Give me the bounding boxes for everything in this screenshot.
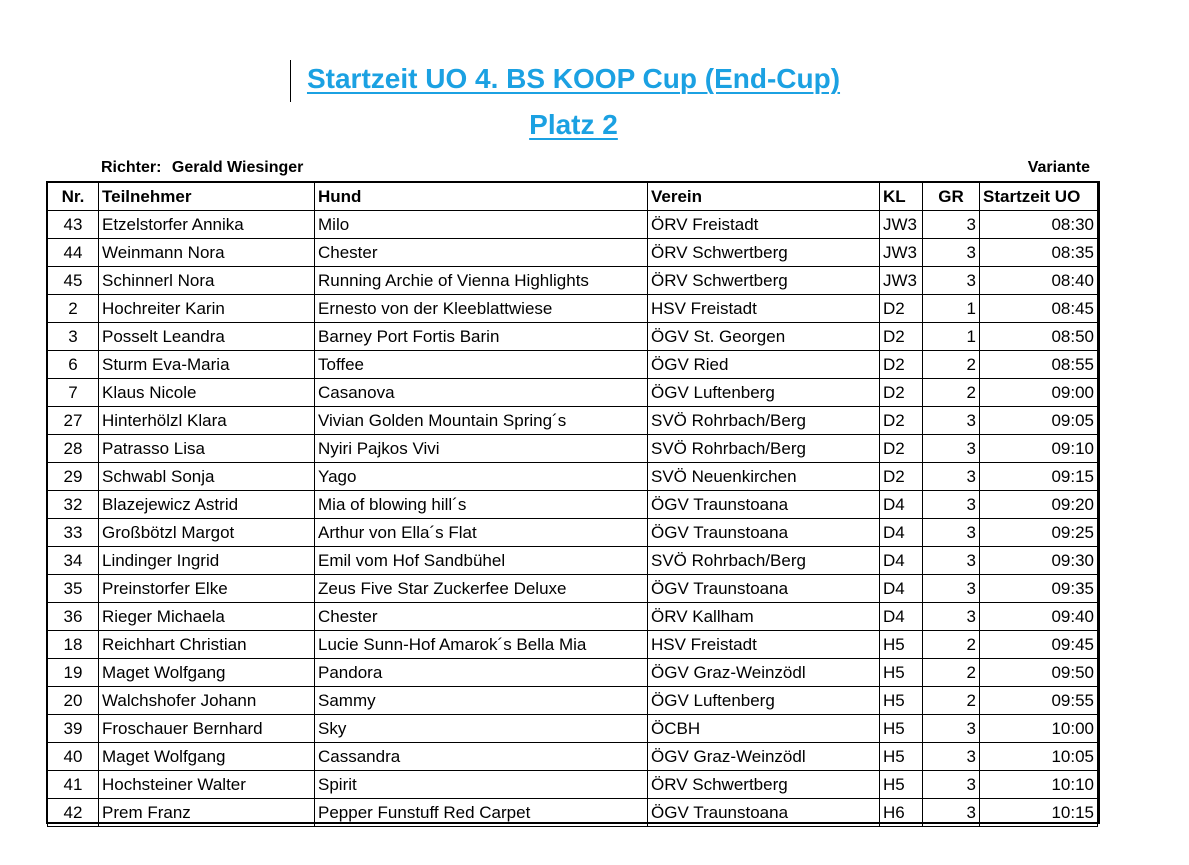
cell-nr: 43 [48, 211, 99, 239]
cell-club: ÖGV Traunstoana [648, 491, 880, 519]
cell-dog: Pandora [315, 659, 648, 687]
cell-start-time: 09:15 [980, 463, 1098, 491]
cell-kl: D2 [880, 323, 923, 351]
cell-kl: D2 [880, 351, 923, 379]
cell-start-time: 09:55 [980, 687, 1098, 715]
cell-participant: Walchshofer Johann [99, 687, 315, 715]
cell-kl: D2 [880, 463, 923, 491]
cell-participant: Reichhart Christian [99, 631, 315, 659]
table-row [48, 491, 1098, 519]
cell-participant: Hochsteiner Walter [99, 771, 315, 799]
cell-kl: D2 [880, 407, 923, 435]
cell-dog: Sky [315, 715, 648, 743]
cell-participant: Blazejewicz Astrid [99, 491, 315, 519]
cell-dog: Sammy [315, 687, 648, 715]
cell-dog: Toffee [315, 351, 648, 379]
cell-nr: 35 [48, 575, 99, 603]
cell-club: ÖRV Schwertberg [648, 239, 880, 267]
table-row [48, 435, 1098, 463]
cell-gr: 3 [923, 799, 980, 827]
cell-kl: D2 [880, 435, 923, 463]
cell-nr: 34 [48, 547, 99, 575]
cell-nr: 41 [48, 771, 99, 799]
cell-gr: 2 [923, 687, 980, 715]
table-row [48, 603, 1098, 631]
cell-nr: 3 [48, 323, 99, 351]
cell-dog: Zeus Five Star Zuckerfee Deluxe [315, 575, 648, 603]
cell-club: ÖRV Freistadt [648, 211, 880, 239]
cell-dog: Emil vom Hof Sandbühel [315, 547, 648, 575]
table-row [48, 239, 1098, 267]
cell-start-time: 08:40 [980, 267, 1098, 295]
cell-kl: H6 [880, 799, 923, 827]
cell-dog: Nyiri Pajkos Vivi [315, 435, 648, 463]
cell-start-time: 09:00 [980, 379, 1098, 407]
cell-gr: 3 [923, 491, 980, 519]
table-row [48, 771, 1098, 799]
cell-participant: Schinnerl Nora [99, 267, 315, 295]
cell-kl: D2 [880, 295, 923, 323]
cell-start-time: 08:30 [980, 211, 1098, 239]
cell-gr: 3 [923, 463, 980, 491]
cell-club: ÖGV Graz-Weinzödl [648, 659, 880, 687]
header-club: Verein [648, 183, 880, 211]
cell-participant: Schwabl Sonja [99, 463, 315, 491]
cell-nr: 2 [48, 295, 99, 323]
cell-start-time: 09:35 [980, 575, 1098, 603]
cell-gr: 3 [923, 743, 980, 771]
cell-participant: Maget Wolfgang [99, 743, 315, 771]
cell-kl: H5 [880, 743, 923, 771]
cell-club: ÖCBH [648, 715, 880, 743]
cell-nr: 36 [48, 603, 99, 631]
table-row [48, 575, 1098, 603]
document-title: Startzeit UO 4. BS KOOP Cup (End-Cup) [306, 63, 841, 94]
cell-start-time: 10:15 [980, 799, 1098, 827]
cell-start-time: 09:20 [980, 491, 1098, 519]
cell-participant: Prem Franz [99, 799, 315, 827]
table-row [48, 659, 1098, 687]
cell-start-time: 09:30 [980, 547, 1098, 575]
cell-dog: Pepper Funstuff Red Carpet [315, 799, 648, 827]
cell-nr: 29 [48, 463, 99, 491]
cell-nr: 27 [48, 407, 99, 435]
variant-label: Variante [1027, 159, 1090, 176]
cell-gr: 3 [923, 211, 980, 239]
cell-participant: Weinmann Nora [99, 239, 315, 267]
cell-club: ÖRV Kallham [648, 603, 880, 631]
cell-kl: H5 [880, 631, 923, 659]
cell-participant: Rieger Michaela [99, 603, 315, 631]
judge-line [101, 157, 303, 179]
cell-participant: Posselt Leandra [99, 323, 315, 351]
cell-nr: 19 [48, 659, 99, 687]
cell-start-time: 08:35 [980, 239, 1098, 267]
cell-participant: Froschauer Bernhard [99, 715, 315, 743]
cell-start-time: 08:55 [980, 351, 1098, 379]
cell-dog: Arthur von Ella´s Flat [315, 519, 648, 547]
cell-kl: D4 [880, 575, 923, 603]
cell-club: ÖRV Schwertberg [648, 267, 880, 295]
table-header-row [48, 183, 1098, 211]
cell-dog: Vivian Golden Mountain Spring´s [315, 407, 648, 435]
cell-start-time: 09:45 [980, 631, 1098, 659]
cell-dog: Ernesto von der Kleeblattwiese [315, 295, 648, 323]
table-row [48, 295, 1098, 323]
cell-club: SVÖ Rohrbach/Berg [648, 435, 880, 463]
cell-kl: H5 [880, 771, 923, 799]
cell-participant: Etzelstorfer Annika [99, 211, 315, 239]
cell-club: ÖGV Traunstoana [648, 799, 880, 827]
cell-dog: Casanova [315, 379, 648, 407]
judge-name: Gerald Wiesinger [171, 159, 304, 176]
cell-start-time: 08:50 [980, 323, 1098, 351]
header-kl: KL [880, 183, 923, 211]
cell-club: HSV Freistadt [648, 295, 880, 323]
cell-participant: Preinstorfer Elke [99, 575, 315, 603]
cell-gr: 2 [923, 631, 980, 659]
cell-start-time: 09:50 [980, 659, 1098, 687]
cell-club: ÖGV Traunstoana [648, 519, 880, 547]
cell-club: ÖGV Graz-Weinzödl [648, 743, 880, 771]
table-row [48, 323, 1098, 351]
cell-kl: JW3 [880, 211, 923, 239]
start-list-table [47, 182, 1098, 827]
cell-club: HSV Freistadt [648, 631, 880, 659]
table-row [48, 799, 1098, 827]
cell-nr: 28 [48, 435, 99, 463]
cell-club: ÖRV Schwertberg [648, 771, 880, 799]
table-row [48, 463, 1098, 491]
cell-kl: D4 [880, 519, 923, 547]
header-nr: Nr. [48, 183, 99, 211]
cell-participant: Klaus Nicole [99, 379, 315, 407]
cell-gr: 2 [923, 351, 980, 379]
cell-start-time: 10:00 [980, 715, 1098, 743]
header-participant: Teilnehmer [99, 183, 315, 211]
cell-kl: D4 [880, 547, 923, 575]
cell-gr: 2 [923, 659, 980, 687]
cell-participant: Hinterhölzl Klara [99, 407, 315, 435]
cell-start-time: 09:25 [980, 519, 1098, 547]
cell-start-time: 08:45 [980, 295, 1098, 323]
cell-nr: 7 [48, 379, 99, 407]
cell-dog: Barney Port Fortis Barin [315, 323, 648, 351]
cell-gr: 3 [923, 547, 980, 575]
cell-dog: Mia of blowing hill´s [315, 491, 648, 519]
cell-nr: 32 [48, 491, 99, 519]
cell-nr: 44 [48, 239, 99, 267]
table-row [48, 519, 1098, 547]
cell-club: ÖGV Traunstoana [648, 575, 880, 603]
cell-dog: Chester [315, 603, 648, 631]
table-row [48, 631, 1098, 659]
table-row [48, 547, 1098, 575]
cell-kl: H5 [880, 687, 923, 715]
table-row [48, 351, 1098, 379]
cell-gr: 3 [923, 519, 980, 547]
table-row [48, 211, 1098, 239]
cell-participant: Hochreiter Karin [99, 295, 315, 323]
cell-dog: Chester [315, 239, 648, 267]
cell-gr: 3 [923, 239, 980, 267]
cell-participant: Großbötzl Margot [99, 519, 315, 547]
cell-gr: 3 [923, 603, 980, 631]
cell-dog: Milo [315, 211, 648, 239]
cell-nr: 33 [48, 519, 99, 547]
cell-dog: Cassandra [315, 743, 648, 771]
cell-gr: 1 [923, 323, 980, 351]
cell-participant: Maget Wolfgang [99, 659, 315, 687]
cell-gr: 3 [923, 771, 980, 799]
cell-nr: 6 [48, 351, 99, 379]
cell-club: ÖGV Ried [648, 351, 880, 379]
cell-club: ÖGV Luftenberg [648, 687, 880, 715]
cell-nr: 42 [48, 799, 99, 827]
cell-nr: 40 [48, 743, 99, 771]
cell-gr: 3 [923, 435, 980, 463]
table-row [48, 715, 1098, 743]
table-row [48, 407, 1098, 435]
cell-dog: Lucie Sunn-Hof Amarok´s Bella Mia [315, 631, 648, 659]
cell-dog: Yago [315, 463, 648, 491]
cell-participant: Patrasso Lisa [99, 435, 315, 463]
table-row [48, 743, 1098, 771]
cell-start-time: 10:10 [980, 771, 1098, 799]
cell-kl: D4 [880, 603, 923, 631]
cell-gr: 3 [923, 575, 980, 603]
cell-club: ÖGV St. Georgen [648, 323, 880, 351]
cell-nr: 20 [48, 687, 99, 715]
cell-gr: 1 [923, 295, 980, 323]
cell-participant: Lindinger Ingrid [99, 547, 315, 575]
cell-kl: JW3 [880, 239, 923, 267]
cell-club: SVÖ Rohrbach/Berg [648, 407, 880, 435]
cell-dog: Running Archie of Vienna Highlights [315, 267, 648, 295]
cell-dog: Spirit [315, 771, 648, 799]
cell-nr: 39 [48, 715, 99, 743]
document-subtitle: Platz 2 [529, 109, 618, 140]
cell-start-time: 09:40 [980, 603, 1098, 631]
cell-kl: D4 [880, 491, 923, 519]
table-row [48, 687, 1098, 715]
cell-kl: H5 [880, 659, 923, 687]
header-dog: Hund [315, 183, 648, 211]
cell-club: ÖGV Luftenberg [648, 379, 880, 407]
cell-start-time: 09:10 [980, 435, 1098, 463]
judge-label: Richter: [101, 159, 162, 176]
cell-kl: JW3 [880, 267, 923, 295]
header-gr: GR [923, 183, 980, 211]
cell-club: SVÖ Neuenkirchen [648, 463, 880, 491]
cell-kl: H5 [880, 715, 923, 743]
cell-club: SVÖ Rohrbach/Berg [648, 547, 880, 575]
cell-participant: Sturm Eva-Maria [99, 351, 315, 379]
cell-kl: D2 [880, 379, 923, 407]
cell-nr: 45 [48, 267, 99, 295]
cell-gr: 2 [923, 379, 980, 407]
cell-gr: 3 [923, 267, 980, 295]
cell-start-time: 09:05 [980, 407, 1098, 435]
cell-gr: 3 [923, 407, 980, 435]
cell-nr: 18 [48, 631, 99, 659]
cell-start-time: 10:05 [980, 743, 1098, 771]
table-row [48, 379, 1098, 407]
header-start-time: Startzeit UO [980, 183, 1098, 211]
cell-gr: 3 [923, 715, 980, 743]
table-row [48, 267, 1098, 295]
